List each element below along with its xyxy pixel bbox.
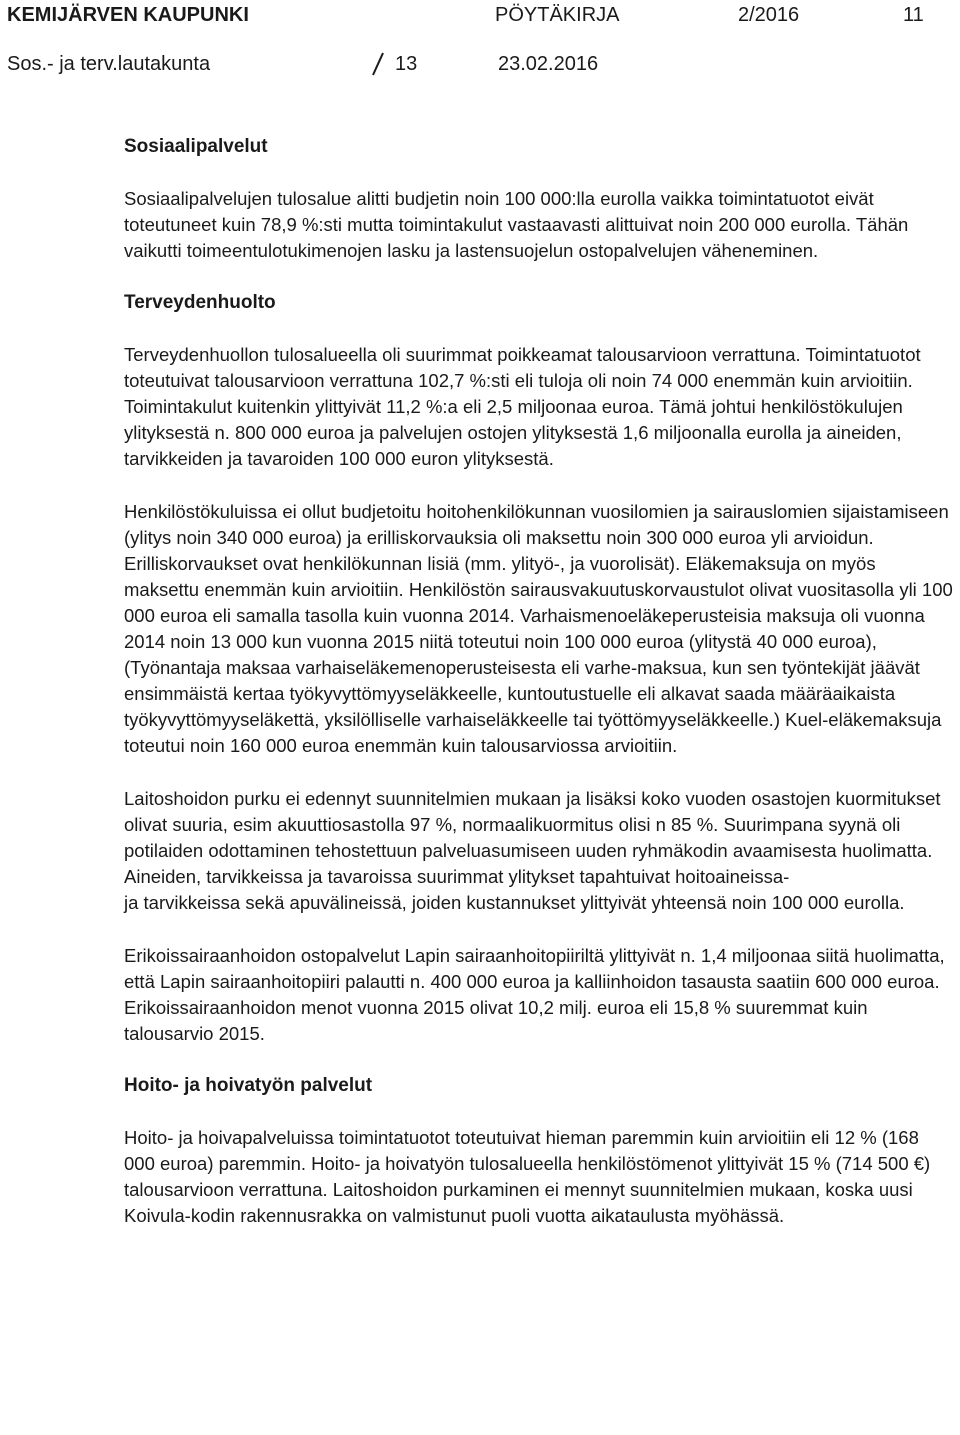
paragraph-terveydenhuolto-4: Erikoissairaanhoidon ostopalvelut Lapin sairaanhoitopiiriltä ylittyivät n. 1,4 miljoonaa siitä huolimatta, että Lapin sairaanhoitopiiri palautti n. 400 000 euroa ja kalliinhoidon tasausta saatiin 600 000 euroa. Erikoissairaanhoidon menot vuonna 2015 olivat 10,2 milj. euroa eli 15,8 % suuremmat kuin talousarvio 2015. [124,945,945,1044]
heading-terveydenhuolto: Terveydenhuolto [124,292,276,313]
paragraph-terveydenhuolto-3-part1: Laitoshoidon purku ei edennyt suunnitelmien mukaan ja lisäksi koko vuoden osastojen kuormitukset olivat suuria, esim akuuttiosastolla 97 %, normaalikuormitus olisi n 85 %. Suurimpana syynä oli potilaiden odottaminen tehostettuun palveluasumiseen uuden ryhmäkodin avaamisesta huolimatta. Aineiden, tarvikkeissa ja tavaroissa suurimmat ylitykset tapahtuivat hoitoaineissa- [124,788,941,887]
page-number: 11 [903,4,924,26]
paragraph-terveydenhuolto-1: Terveydenhuollon tulosalueella oli suurimmat poikkeamat talousarvioon verrattuna. Toimintatuotot toteutuivat talousarvioon verrattuna 102,7 %:sti eli tuloja oli noin 74 000 enemmän kuin arvioitiin. Toimintakulut kuitenkin ylittyivät 11,2 %:a eli 2,5 miljoonaa euroa. Tämä johtui henkilöstökulujen ylityksestä n. 800 000 euroa ja palvelujen ostojen ylityksestä 1,6 miljoonalla eurolla ja aineiden, tarvikkeiden ja tavaroiden 100 000 euron ylityksestä. [124,344,921,469]
document-body [124,134,954,1229]
heading-hoito-hoivatyo: Hoito- ja hoivatyön palvelut [124,1075,373,1096]
paragraph-hoito-hoivatyo: Hoito- ja hoivapalveluissa toimintatuotot toteutuivat hieman paremmin kuin arvioitiin eli 12 % (168 000 euroa) paremmin. Hoito- ja hoivatyön tulosalueella henkilöstömenot ylittyivät 15 % (714 500 €) talousarvioon verrattuna. Laitoshoidon purkaminen ei mennyt suunnitelmien mukaan, koska uusi Koivula-kodin rakennusrakka on valmistunut puoli vuotta aikataulusta myöhässä. [124,1127,931,1226]
heading-sosiaalipalvelut: Sosiaalipalvelut [124,136,268,157]
document-number: 2/2016 [738,4,800,26]
document-type: PÖYTÄKIRJA [495,4,620,26]
paragraph-terveydenhuolto-3 [124,786,954,916]
paragraph-terveydenhuolto-3-part2: ja tarvikkeissa sekä apuvälineissä, joiden kustannukset ylittyivät yhteensä noin 100 000 eurolla. [124,892,905,913]
committee-name: Sos.- ja terv.lautakunta [7,53,211,75]
paragraph-sosiaalipalvelut: Sosiaalipalvelujen tulosalue alitti budjetin noin 100 000:lla eurolla vaikka toimintatuotot eivät toteutuneet kuin 78,9 %:sti mutta toimintakulut vastaavasti alittuivat noin 200 000 eurolla. Tähän vaikutti toimeentulotukimenojen lasku ja lastensuojelun ostopalvelujen väheneminen. [124,188,909,261]
paragraph-terveydenhuolto-2: Henkilöstökuluissa ei ollut budjetoitu hoitohenkilökunnan vuosilomien ja sairauslomien sijaistamiseen (ylitys noin 340 000 euroa) ja erilliskorvauksia oli maksettu noin 300 000 euroa yli arvioidun. Erilliskorvaukset ovat henkilökunnan lisiä (mm. ylityö-, ja vuorolisät). Eläkemaksuja on myös maksettu enemmän kuin arvioitiin. Henkilöstön sairausvakuutuskorvaustulot olivat vuositasolla yli 100 000 euroa eli samalla tasolla kuin vuonna 2014. Varhaismenoeläkeperusteisia maksuja oli vuonna 2014 noin 13 000 kun vuonna 2015 niitä toteutui noin 100 000 euroa (ylitystä 40 000 euroa), (Työnantaja maksaa varhaiseläkemenoperusteisesta eli varhe-maksua, kun sen työntekijät jäävät ensimmäistä kertaa työkyvyttömyyseläkkeelle, kuntoutustuelle eli alkavat saada määräaikaista työkyvyttömyyseläkettä, yksilölliselle varhaiseläkkeelle tai työttömyyseläkkeelle.) Kuel-eläkemaksuja toteutui noin 160 000 euroa enemmän kuin talousarviossa arvioitiin. [124,501,953,756]
section-number: 13 [395,53,418,75]
organization-name: KEMIJÄRVEN KAUPUNKI [7,4,249,26]
meeting-date: 23.02.2016 [498,53,599,75]
section-sign-icon [370,51,386,77]
